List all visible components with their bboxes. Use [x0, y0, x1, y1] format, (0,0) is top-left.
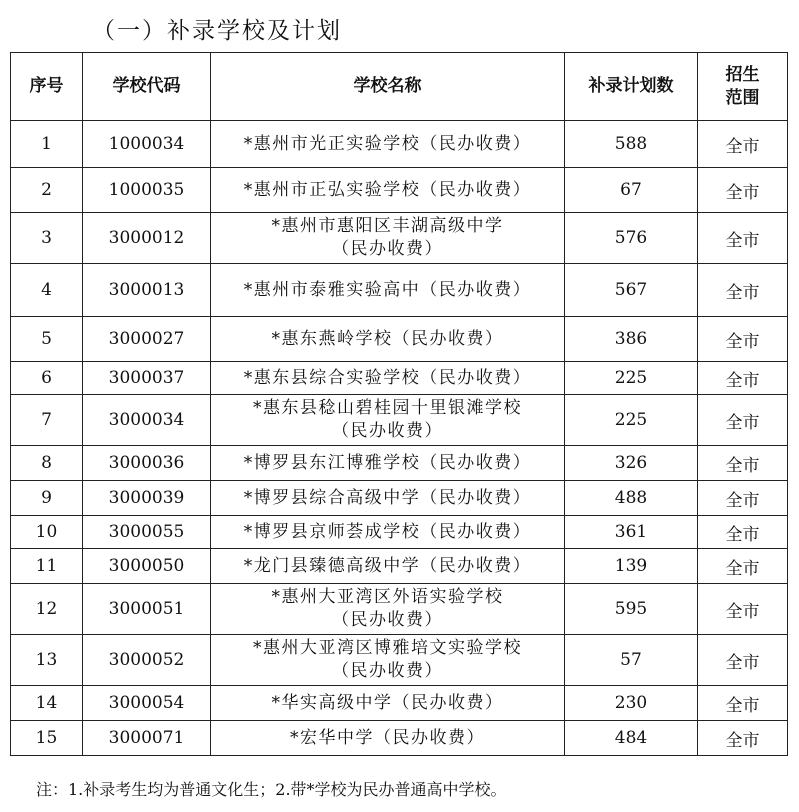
row-school-code: 3000034: [83, 395, 211, 446]
table-body: [11, 121, 788, 756]
header-scope: [698, 53, 788, 121]
header-scope-line2: 范围: [725, 87, 760, 108]
header-scope-line1: 招生: [725, 64, 760, 85]
row-index: 2: [11, 168, 83, 213]
table-row: [11, 481, 788, 516]
row-enrollment-scope: 全市: [698, 264, 788, 317]
row-index: 7: [11, 395, 83, 446]
row-enrollment-scope: 全市: [698, 481, 788, 516]
table-row: [11, 635, 788, 686]
row-index: 14: [11, 686, 83, 721]
header-name: 学校名称: [211, 53, 565, 121]
row-index: 12: [11, 584, 83, 635]
row-plan-count: 225: [565, 362, 698, 395]
row-index: 1: [11, 121, 83, 168]
row-index: 5: [11, 317, 83, 362]
row-school-code: 3000039: [83, 481, 211, 516]
school-name-line1: *惠州大亚湾区博雅培文实验学校: [253, 638, 522, 658]
row-index: 11: [11, 549, 83, 584]
row-school-code: 3000052: [83, 635, 211, 686]
row-school-code: 3000012: [83, 213, 211, 264]
row-plan-count: 576: [565, 213, 698, 264]
row-school-name: [211, 516, 565, 549]
school-name-line1: *惠东县稔山碧桂园十里银滩学校: [253, 398, 522, 418]
table-row: [11, 213, 788, 264]
row-plan-count: 386: [565, 317, 698, 362]
row-plan-count: 595: [565, 584, 698, 635]
row-enrollment-scope: 全市: [698, 584, 788, 635]
row-plan-count: 139: [565, 549, 698, 584]
row-school-code: 3000036: [83, 446, 211, 481]
row-school-code: 3000055: [83, 516, 211, 549]
row-school-code: 3000050: [83, 549, 211, 584]
table-row: [11, 121, 788, 168]
header-plan: 补录计划数: [565, 53, 698, 121]
row-school-name: [211, 213, 565, 264]
section-title: （一）补录学校及计划: [92, 18, 342, 44]
row-plan-count: 588: [565, 121, 698, 168]
row-index: 3: [11, 213, 83, 264]
row-school-name: [211, 317, 565, 362]
row-plan-count: 361: [565, 516, 698, 549]
row-enrollment-scope: 全市: [698, 395, 788, 446]
row-enrollment-scope: 全市: [698, 686, 788, 721]
row-school-name: [211, 395, 565, 446]
row-school-code: 3000071: [83, 721, 211, 756]
row-school-name: [211, 362, 565, 395]
table-row: [11, 362, 788, 395]
footnote: 注：1.补录考生均为普通文化生；2.带*学校为民办普通高中学校。: [36, 780, 507, 799]
school-name-line1: *惠州市惠阳区丰湖高级中学: [271, 216, 504, 236]
table-row: [11, 168, 788, 213]
row-school-code: 1000034: [83, 121, 211, 168]
school-name-line1: *惠州市泰雅实验高中（民办收费）: [243, 279, 532, 300]
school-name-line2: （民办收费）: [332, 610, 443, 630]
school-name-line2: （民办收费）: [332, 661, 443, 681]
row-enrollment-scope: 全市: [698, 549, 788, 584]
row-plan-count: 488: [565, 481, 698, 516]
table-row: [11, 317, 788, 362]
row-school-name: [211, 481, 565, 516]
row-school-code: 3000037: [83, 362, 211, 395]
school-name-line2: （民办收费）: [332, 421, 443, 441]
row-plan-count: 230: [565, 686, 698, 721]
row-school-name: [211, 721, 565, 756]
header-code: 学校代码: [83, 53, 211, 121]
enrollment-plan-table: [10, 52, 788, 756]
table-row: [11, 721, 788, 756]
row-enrollment-scope: 全市: [698, 362, 788, 395]
row-index: 9: [11, 481, 83, 516]
school-name-line2: （民办收费）: [332, 239, 443, 259]
school-name-line1: *博罗县京师荟成学校（民办收费）: [243, 521, 532, 542]
school-name-line1: *惠东燕岭学校（民办收费）: [271, 328, 504, 349]
row-school-name: [211, 264, 565, 317]
table-row: [11, 446, 788, 481]
school-name-line1: *博罗县综合高级中学（民办收费）: [243, 487, 532, 508]
school-name-line1: *博罗县东江博雅学校（民办收费）: [243, 452, 532, 473]
school-name-line1: *惠州市正弘实验学校（民办收费）: [243, 179, 532, 200]
row-enrollment-scope: 全市: [698, 213, 788, 264]
row-plan-count: 567: [565, 264, 698, 317]
school-name-line1: *龙门县臻德高级中学（民办收费）: [243, 555, 532, 576]
row-enrollment-scope: 全市: [698, 635, 788, 686]
school-name-line1: *惠州市光正实验学校（民办收费）: [243, 133, 532, 154]
row-plan-count: 57: [565, 635, 698, 686]
row-index: 13: [11, 635, 83, 686]
row-school-code: 3000051: [83, 584, 211, 635]
row-index: 6: [11, 362, 83, 395]
school-name-line1: *惠州大亚湾区外语实验学校: [271, 587, 504, 607]
row-school-code: 3000013: [83, 264, 211, 317]
row-school-code: 3000054: [83, 686, 211, 721]
row-school-name: [211, 168, 565, 213]
table-row: [11, 584, 788, 635]
row-school-name: [211, 686, 565, 721]
row-school-name: [211, 635, 565, 686]
table-row: [11, 516, 788, 549]
row-school-name: [211, 446, 565, 481]
row-enrollment-scope: 全市: [698, 516, 788, 549]
row-plan-count: 326: [565, 446, 698, 481]
row-index: 8: [11, 446, 83, 481]
row-school-name: [211, 549, 565, 584]
table-row: [11, 549, 788, 584]
row-school-name: [211, 121, 565, 168]
row-enrollment-scope: 全市: [698, 721, 788, 756]
table-row: [11, 264, 788, 317]
row-index: 10: [11, 516, 83, 549]
row-plan-count: 225: [565, 395, 698, 446]
table-row: [11, 395, 788, 446]
row-school-name: [211, 584, 565, 635]
row-enrollment-scope: 全市: [698, 121, 788, 168]
table-header-row: [11, 53, 788, 121]
school-name-line1: *宏华中学（民办收费）: [290, 727, 485, 748]
row-school-code: 3000027: [83, 317, 211, 362]
row-enrollment-scope: 全市: [698, 168, 788, 213]
school-name-line1: *惠东县综合实验学校（民办收费）: [243, 367, 532, 388]
row-index: 15: [11, 721, 83, 756]
row-school-code: 1000035: [83, 168, 211, 213]
row-enrollment-scope: 全市: [698, 446, 788, 481]
table-row: [11, 686, 788, 721]
row-plan-count: 67: [565, 168, 698, 213]
header-index: 序号: [11, 53, 83, 121]
row-plan-count: 484: [565, 721, 698, 756]
school-name-line1: *华实高级中学（民办收费）: [271, 692, 504, 713]
row-index: 4: [11, 264, 83, 317]
row-enrollment-scope: 全市: [698, 317, 788, 362]
